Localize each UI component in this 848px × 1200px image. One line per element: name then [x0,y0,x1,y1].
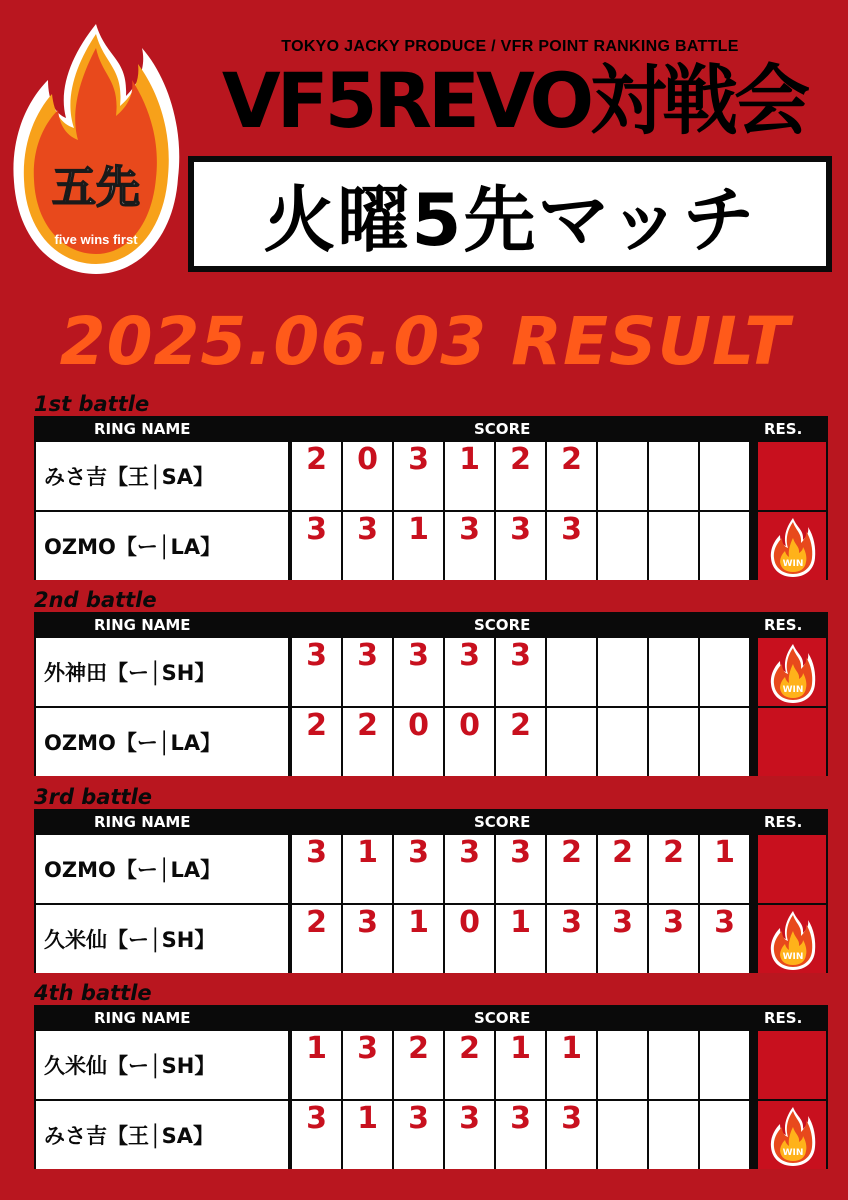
score-cell: 2 [292,442,341,510]
player-row [36,442,826,510]
score-cell: 3 [343,512,392,580]
score-cell: 1 [547,1031,596,1099]
score-cell: 3 [445,1101,494,1169]
score-cell: 0 [343,442,392,510]
score-table [34,809,828,973]
header-score: SCORE [474,616,531,634]
score-table [34,1005,828,1169]
score-cell: 1 [496,905,545,973]
score-cell: 2 [496,442,545,510]
score-cell: 2 [343,708,392,776]
result-cell [758,905,826,973]
score-cell: 3 [547,1101,596,1169]
score-cell: 3 [700,905,749,973]
battle-label: 4th battle [34,981,152,1005]
score-cell: 3 [394,638,443,706]
score-cell: 3 [649,905,698,973]
win-label: WIN [782,685,804,695]
player-row [36,512,826,580]
score-cell: 3 [496,1101,545,1169]
score-cell: 0 [394,708,443,776]
score-cell: 1 [700,835,749,903]
score-cell [598,1101,647,1169]
header-res: RES. [764,420,803,438]
ring-name: みさ吉【王│SA】 [36,442,288,510]
header-res: RES. [764,1009,803,1027]
score-table [34,416,828,580]
score-cell: 3 [496,835,545,903]
score-cell: 2 [292,708,341,776]
score-cell [598,442,647,510]
score-cell: 2 [445,1031,494,1099]
ring-name: OZMO【ー│LA】 [36,708,288,776]
score-cell [649,1101,698,1169]
score-cell: 3 [394,1101,443,1169]
result-cell [758,708,826,776]
header-ring-name: RING NAME [94,420,191,438]
score-cell: 1 [394,512,443,580]
score-cell [547,708,596,776]
player-row [36,905,826,973]
ring-name: 久米仙【ー│SH】 [36,905,288,973]
player-row [36,1101,826,1169]
produce-line: TOKYO JACKY PRODUCE / VFR POINT RANKING BATTLE [281,38,739,55]
score-cell: 3 [292,512,341,580]
ring-name: 外神田【ー│SH】 [36,638,288,706]
result-cell [758,638,826,706]
score-cell: 3 [445,835,494,903]
score-cell [700,512,749,580]
score-cell [598,512,647,580]
ring-name: OZMO【ー│LA】 [36,512,288,580]
event-title: VF5REVO対戦会 [221,56,807,145]
five-wins-first-logo [8,18,184,280]
score-cell [700,1031,749,1099]
score-cell [700,708,749,776]
score-cell: 3 [292,835,341,903]
score-cell: 2 [292,905,341,973]
table-header [34,416,828,442]
score-cell [700,1101,749,1169]
score-cell [649,638,698,706]
score-cell: 3 [598,905,647,973]
battle-label: 3rd battle [34,785,153,809]
win-label: WIN [782,559,804,569]
result-cell [758,1031,826,1099]
score-cell [598,1031,647,1099]
score-cell: 2 [598,835,647,903]
ring-name: OZMO【ー│LA】 [36,835,288,903]
player-row [36,638,826,706]
score-cell: 3 [547,512,596,580]
score-cell: 2 [496,708,545,776]
result-cell [758,835,826,903]
score-cell: 1 [343,1101,392,1169]
table-header [34,612,828,638]
score-cell: 1 [496,1031,545,1099]
score-cell [598,708,647,776]
score-cell: 3 [445,638,494,706]
score-cell: 3 [292,1101,341,1169]
result-cell [758,1101,826,1169]
score-cell [700,442,749,510]
score-cell: 2 [547,442,596,510]
logo-subtext: five wins first [54,232,138,247]
win-flame-icon [770,1105,816,1167]
score-cell: 3 [496,512,545,580]
score-cell [649,512,698,580]
score-cell [598,638,647,706]
battle-label: 2nd battle [34,588,157,612]
ring-name: 久米仙【ー│SH】 [36,1031,288,1099]
result-cell [758,442,826,510]
score-cell: 2 [394,1031,443,1099]
table-header [34,1005,828,1031]
score-cell: 3 [445,512,494,580]
win-flame-icon [770,909,816,971]
header-ring-name: RING NAME [94,616,191,634]
score-cell [547,638,596,706]
score-cell: 1 [292,1031,341,1099]
score-cell: 3 [292,638,341,706]
score-cell: 1 [445,442,494,510]
win-flame-icon [770,516,816,578]
battle-label: 1st battle [34,392,150,416]
subtitle: 火曜5先マッチ [263,178,757,262]
score-cell: 3 [547,905,596,973]
logo-text: 五先 [52,162,140,213]
player-row [36,1031,826,1099]
header-score: SCORE [474,1009,531,1027]
subtitle-box [188,156,832,272]
score-cell: 0 [445,905,494,973]
score-cell: 3 [496,638,545,706]
score-cell: 3 [343,905,392,973]
win-flame-icon [770,642,816,704]
score-cell [649,442,698,510]
score-cell: 3 [394,442,443,510]
score-cell: 2 [547,835,596,903]
win-label: WIN [782,952,804,962]
score-cell [649,1031,698,1099]
player-row [36,835,826,903]
header-score: SCORE [474,813,531,831]
header-score: SCORE [474,420,531,438]
score-cell [700,638,749,706]
score-table [34,612,828,776]
score-cell: 3 [343,1031,392,1099]
player-row [36,708,826,776]
table-header [34,809,828,835]
result-cell [758,512,826,580]
score-cell: 1 [343,835,392,903]
header-res: RES. [764,616,803,634]
header-ring-name: RING NAME [94,1009,191,1027]
result-title: 2025.06.03 RESULT [59,303,791,380]
score-cell: 0 [445,708,494,776]
score-cell: 1 [394,905,443,973]
win-label: WIN [782,1148,804,1158]
score-cell: 2 [649,835,698,903]
score-cell: 3 [343,638,392,706]
score-cell: 3 [394,835,443,903]
ring-name: みさ吉【王│SA】 [36,1101,288,1169]
header-res: RES. [764,813,803,831]
header-ring-name: RING NAME [94,813,191,831]
score-cell [649,708,698,776]
